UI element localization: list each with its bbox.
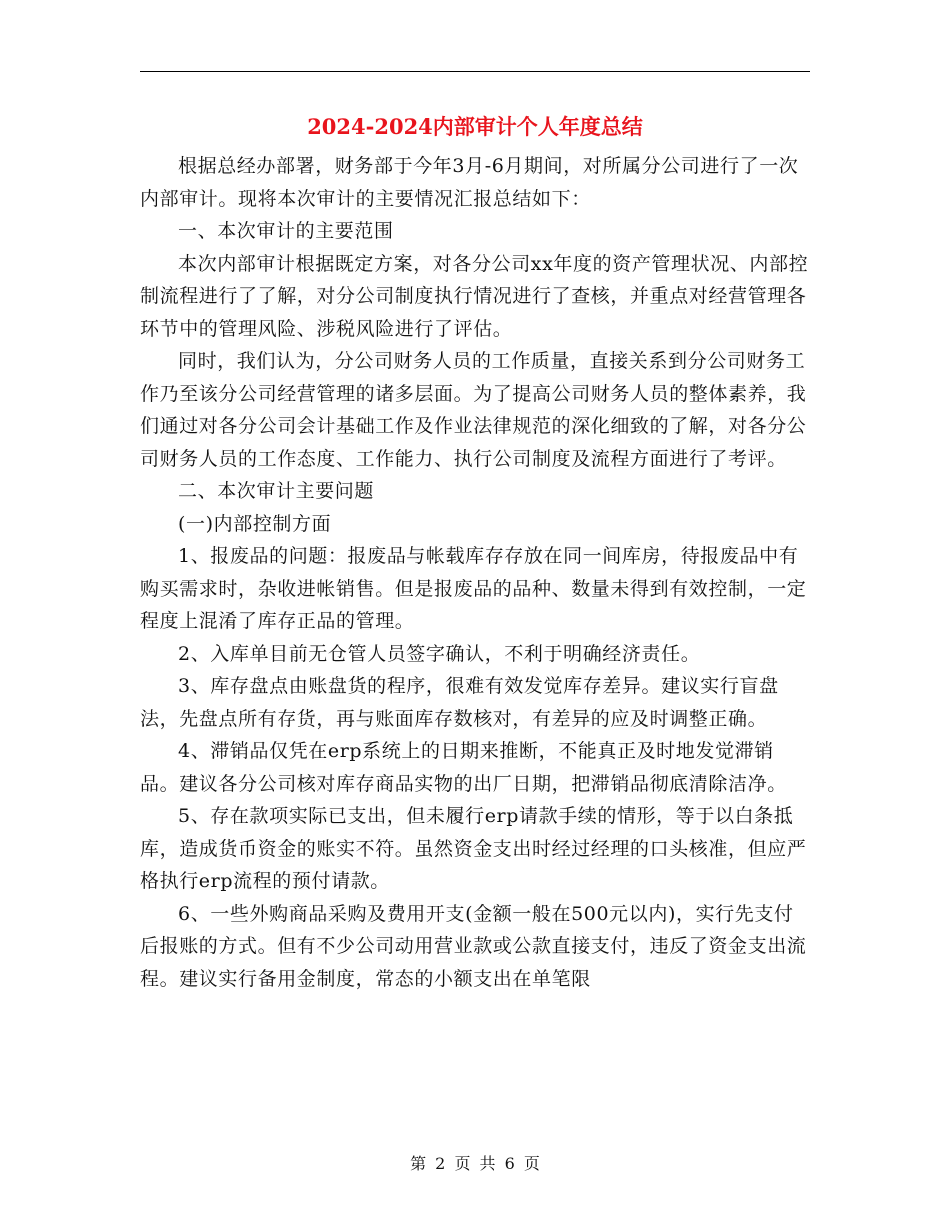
list-item: 3、库存盘点由账盘货的程序，很难有效发觉库存差异。建议实行盲盘法，先盘点所有存货，再与账面库存数核对，有差异的应及时调整正确。 — [140, 675, 779, 730]
section-heading: 一、本次审计的主要范围 — [178, 220, 394, 242]
page-number: 第 2 页 共 6 页 — [410, 1154, 540, 1173]
header-rule — [140, 71, 810, 72]
document-title: 2024-2024内部审计个人年度总结 — [307, 114, 643, 139]
paragraph: 本次内部审计根据既定方案，对各分公司xx年度的资产管理状况、内部控制流程进行了了解，对分公司制度执行情况进行了查核，并重点对经营管理各环节中的管理风险、涉税风险进行了评估。 — [140, 252, 809, 340]
list-item: 2、入库单目前无仓管人员签字确认，不利于明确经济责任。 — [178, 642, 701, 665]
list-item: 5、存在款项实际已支出，但未履行erp请款手续的情形，等于以白条抵库，造成货币资金的账实不符。虽然资金支出时经过经理的口头核准，但应严格执行erp流程的预付请款。 — [140, 805, 807, 892]
list-item: 6、一些外购商品采购及费用开支(金额一般在500元以内)，实行先支付后报账的方式。但有不少公司动用营业款或公款直接支付，违反了资金支出流程。建议实行备用金制度，常态的小额支出在单笔限 — [140, 902, 807, 990]
section-heading: 二、本次审计主要问题 — [178, 480, 375, 502]
subsection-heading: (一)内部控制方面 — [178, 512, 332, 535]
list-item: 4、滞销品仅凭在erp系统上的日期来推断，不能真正及时地发觉滞销品。建议各分公司核对库存商品实物的出厂日期，把滞销品彻底清除洁净。 — [140, 740, 787, 795]
list-item: 1、报废品的问题：报废品与帐载库存存放在同一间库房，待报废品中有购买需求时，杂收进帐销售。但是报废品的品种、数量未得到有效控制，一定程度上混淆了库存正品的管理。 — [140, 545, 807, 632]
paragraph: 同时，我们认为，分公司财务人员的工作质量，直接关系到分公司财务工作乃至该分公司经营管理的诸多层面。为了提高公司财务人员的整体素养，我们通过对各分公司会计基础工作及作业法律规范的深化细致的了解，对各分公司财务人员的工作态度、工作能力、执行公司制度及流程方面进行了考评。 — [140, 350, 807, 470]
paragraph: 根据总经办部署，财务部于今年3月-6月期间，对所属分公司进行了一次内部审计。现将本次审计的主要情况汇报总结如下： — [140, 155, 799, 210]
document-body — [140, 150, 810, 995]
